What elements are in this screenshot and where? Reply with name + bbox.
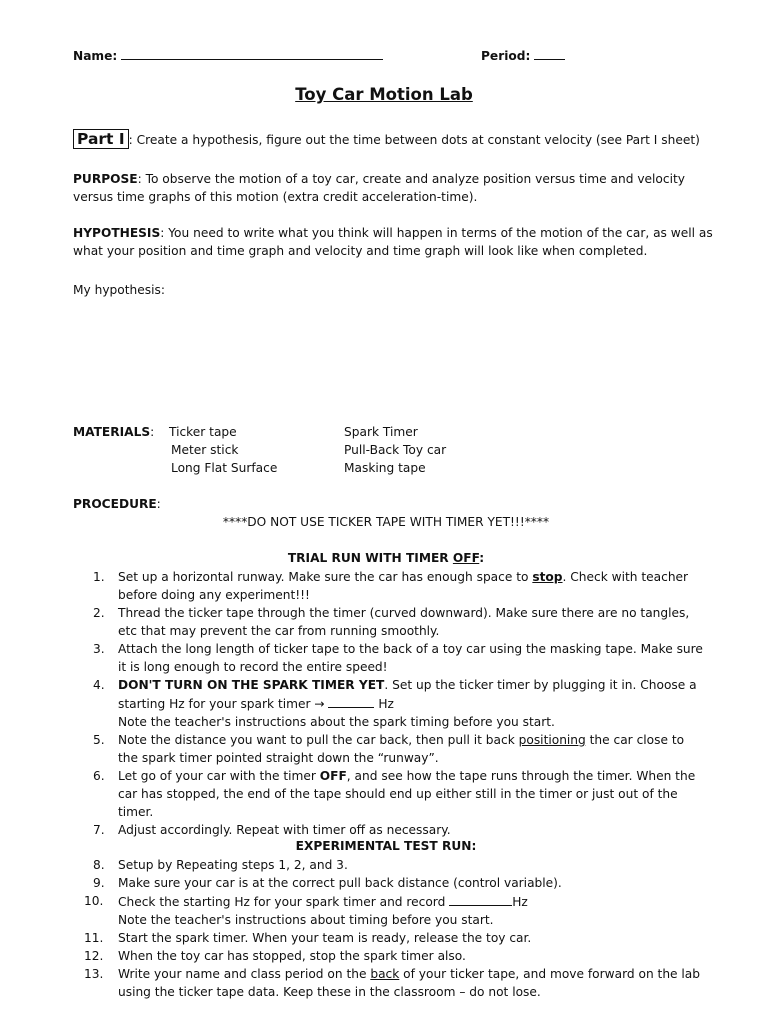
step-text: the car close to the spark timer pointed straight down the “runway”. xyxy=(118,733,685,765)
list-item xyxy=(73,568,703,604)
list-item xyxy=(73,767,703,821)
step-emphasis: OFF xyxy=(319,769,347,783)
procedure-label-wrap xyxy=(73,495,161,513)
list-item xyxy=(73,892,703,929)
part1-text: : Create a hypothesis, figure out the time between dots at constant velocity (see Part I sheet) xyxy=(128,133,700,147)
step-number: 2. xyxy=(93,606,105,620)
step-emphasis: back xyxy=(370,967,400,981)
step-number: 11. xyxy=(84,931,104,945)
step-number: 9. xyxy=(93,876,105,890)
step-text: . Check with teacher before doing any experiment!!! xyxy=(118,570,689,602)
step-emphasis: positioning xyxy=(518,733,586,747)
name-line xyxy=(73,46,383,65)
step-text: Note the distance you want to pull the car back, then pull it back xyxy=(118,733,519,747)
step-number: 7. xyxy=(93,823,105,837)
step-emphasis: DON'T TURN ON THE SPARK TIMER YET xyxy=(118,678,385,692)
period-label: Period: xyxy=(481,49,531,63)
trial-heading-colon: : xyxy=(479,551,485,565)
experimental-steps-list xyxy=(73,856,703,1001)
step-text: Let go of your car with the timer xyxy=(118,769,320,783)
step-text: Setup by Repeating steps 1, 2, and 3. xyxy=(118,858,348,872)
step-text: . Set up the ticker timer by plugging it in. Choose a starting Hz for your spark timer → xyxy=(118,678,697,711)
step-number: 10. xyxy=(84,894,104,908)
procedure-label: PROCEDURE xyxy=(73,497,157,511)
trial-steps-list xyxy=(73,568,703,839)
materials-label-wrap xyxy=(73,423,154,441)
hypothesis-text: : You need to write what you think will happen in terms of the motion of the car, as well as what your position and time graph and velocity and time graph will look like when completed. xyxy=(73,226,713,258)
page-title: Toy Car Motion Lab xyxy=(295,85,473,104)
procedure-colon: : xyxy=(156,497,161,511)
hypothesis-answer-area[interactable] xyxy=(73,302,693,412)
step-number: 3. xyxy=(93,642,105,656)
step-number: 5. xyxy=(93,733,105,747)
list-item xyxy=(73,856,703,874)
material-item: Long Flat Surface xyxy=(171,461,278,475)
list-item xyxy=(73,640,703,676)
material-item: Masking tape xyxy=(344,461,426,475)
list-item xyxy=(73,929,703,947)
step-number: 8. xyxy=(93,858,105,872)
materials-label: MATERIALS xyxy=(73,425,151,439)
step-number: 12. xyxy=(84,949,104,963)
step-unit: Hz xyxy=(374,697,394,711)
step-number: 4. xyxy=(93,678,105,692)
step-text: of your ticker tape, and move forward on the lab using the ticker tape data. Keep these in the classroom – do not lose. xyxy=(118,967,701,999)
list-item xyxy=(73,874,703,892)
name-blank[interactable] xyxy=(121,46,383,60)
material-item: Spark Timer xyxy=(344,425,418,439)
step-text: Attach the long length of ticker tape to the back of a toy car using the masking tape. Make sure it is long enough to record the entire speed! xyxy=(118,642,703,674)
purpose-text: : To observe the motion of a toy car, create and analyze position versus time and velocity versus time graphs of this motion (extra credit acceleration-time). xyxy=(73,172,685,204)
step-text: , and see how the tape runs through the timer. When the car has stopped, the end of the tape should end up either still in the timer or just out of the timer. xyxy=(118,769,696,819)
materials-column-1 xyxy=(169,423,277,477)
step-text: When the toy car has stopped, stop the spark timer also. xyxy=(118,949,466,963)
hz-record-blank[interactable] xyxy=(449,892,512,906)
step-note: Note the teacher's instructions about the spark timing before you start. xyxy=(118,715,555,729)
step-text: Write your name and class period on the xyxy=(118,967,371,981)
trial-heading-off: OFF xyxy=(452,551,480,565)
step-text: Set up a horizontal runway. Make sure the car has enough space to xyxy=(118,570,533,584)
list-item xyxy=(73,731,703,767)
step-number: 6. xyxy=(93,769,105,783)
name-label: Name: xyxy=(73,49,118,63)
period-blank[interactable] xyxy=(534,46,565,60)
hypothesis-section xyxy=(73,224,713,260)
step-text: Make sure your car is at the correct pull back distance (control variable). xyxy=(118,876,562,890)
step-text: Thread the ticker tape through the timer (curved downward). Make sure there are no tangles, etc that may prevent the car from running smoothly. xyxy=(118,606,690,638)
materials-colon: : xyxy=(150,425,155,439)
experimental-heading: EXPERIMENTAL TEST RUN: xyxy=(295,839,477,853)
material-item: Pull-Back Toy car xyxy=(344,443,447,457)
material-item: Ticker tape xyxy=(169,425,237,439)
part1-label: Part I xyxy=(73,129,129,149)
list-item xyxy=(73,947,703,965)
step-text: Start the spark timer. When your team is ready, release the toy car. xyxy=(118,931,532,945)
step-text: Adjust accordingly. Repeat with timer off as necessary. xyxy=(118,823,451,837)
purpose-section xyxy=(73,170,713,206)
my-hypothesis-label: My hypothesis: xyxy=(73,283,165,297)
trial-run-heading xyxy=(0,549,768,567)
list-item xyxy=(73,676,703,731)
materials-column-2 xyxy=(344,423,446,477)
hz-blank[interactable] xyxy=(328,694,374,708)
period-line xyxy=(481,46,565,65)
step-number: 1. xyxy=(93,570,105,584)
purpose-label: PURPOSE xyxy=(73,172,138,186)
part1-line xyxy=(73,129,713,149)
procedure-warning: ****DO NOT USE TICKER TAPE WITH TIMER YET!!!**** xyxy=(222,515,550,529)
material-item: Meter stick xyxy=(171,443,239,457)
step-number: 13. xyxy=(84,967,104,981)
step-emphasis: stop xyxy=(532,570,563,584)
trial-heading-text: TRIAL RUN WITH TIMER xyxy=(287,551,453,565)
step-unit: Hz xyxy=(512,895,528,909)
list-item xyxy=(73,965,703,1001)
hypothesis-label: HYPOTHESIS xyxy=(73,226,161,240)
step-text: Check the starting Hz for your spark timer and record xyxy=(118,895,450,909)
list-item xyxy=(73,604,703,640)
step-note: Note the teacher's instructions about timing before you start. xyxy=(118,913,494,927)
